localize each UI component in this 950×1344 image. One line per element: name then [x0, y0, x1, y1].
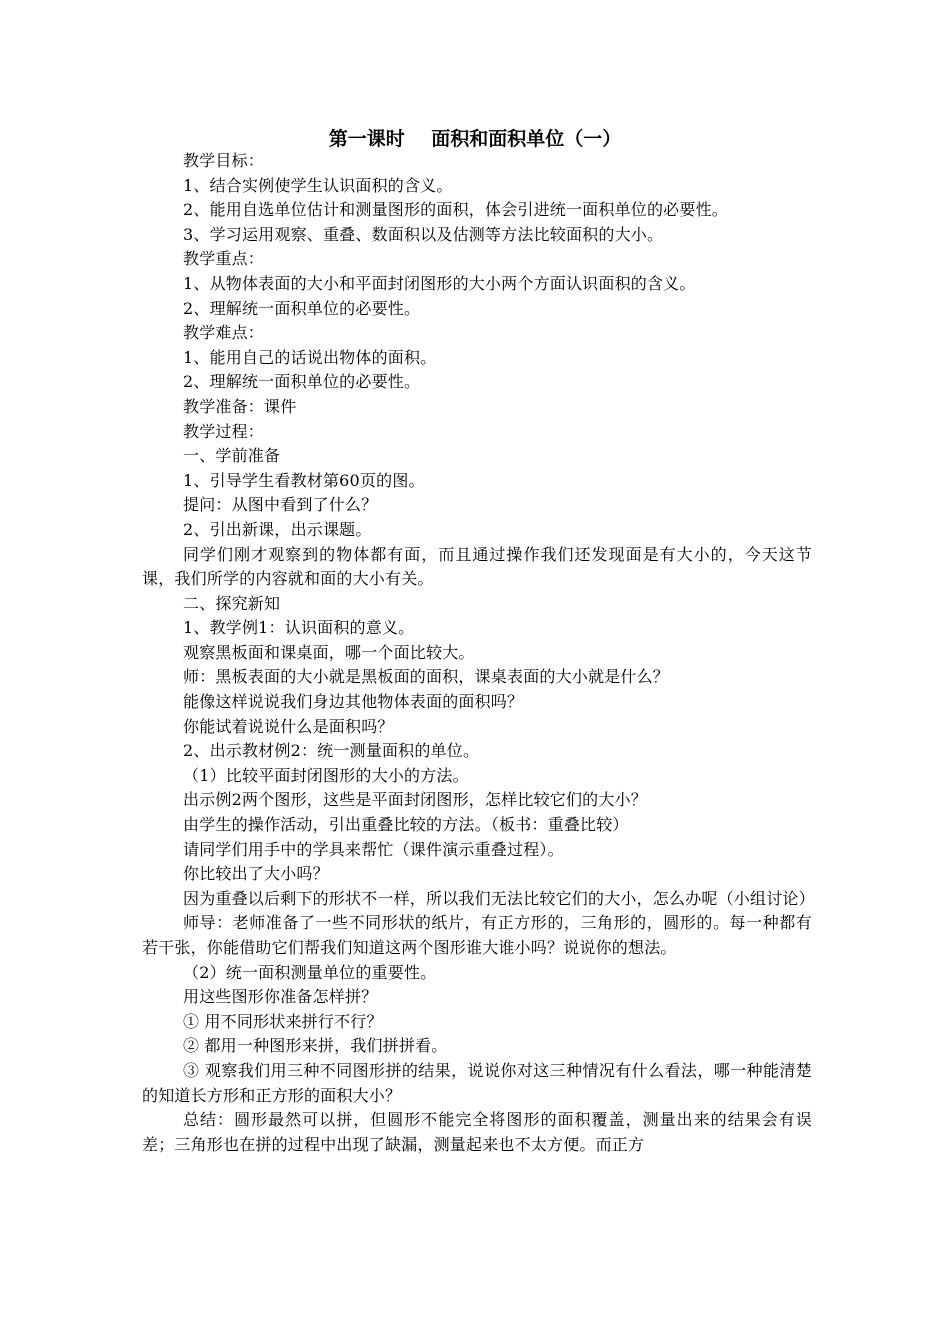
paragraph: 1、教学例1：认识面积的意义。: [183, 618, 415, 638]
paragraph: 1、能用自己的话说出物体的面积。: [183, 347, 437, 367]
paragraph: 2、理解统一面积单位的必要性。: [183, 298, 421, 318]
paragraph: （2）统一面积测量单位的重要性。: [183, 962, 437, 982]
paragraph: ③ 观察我们用三种不同图形拼的结果，说说你对这三种情况有什么看法，哪一种能清楚的知道长方形和正方形的面积大小？: [142, 1060, 812, 1105]
paragraph: （1）比较平面封闭图形的大小的方法。: [183, 765, 469, 785]
paragraph: 1、引导学生看教材第60页的图。: [183, 470, 425, 490]
paragraph: 教学准备：课件: [183, 396, 297, 416]
paragraph: 2、出示教材例2：统一测量面积的单位。: [183, 741, 480, 761]
paragraph: 能像这样说说我们身边其他物体表面的面积吗？: [183, 692, 524, 712]
paragraph: 教学过程：: [183, 421, 265, 441]
lesson-title: 第一课时 面积和面积单位（一）: [328, 128, 622, 150]
lesson-body: [142, 149, 815, 1157]
paragraph: 1、从物体表面的大小和平面封闭图形的大小两个方面认识面积的含义。: [183, 273, 696, 293]
paragraph: ② 都用一种图形来拼，我们拼拼看。: [183, 1036, 448, 1056]
paragraph: 你能试着说说什么是面积吗？: [183, 716, 394, 736]
paragraph: 请同学们用手中的学具来帮忙（课件演示重叠过程）。: [183, 839, 564, 859]
paragraph: 总结：圆形最然可以拼，但圆形不能完全将图形的面积覆盖，测量出来的结果会有误差；三角形也在拼的过程中出现了缺漏，测量起来也不太方便。而正方: [142, 1110, 812, 1154]
paragraph: 3、学习运用观察、重叠、数面积以及估测等方法比较面积的大小。: [183, 224, 664, 244]
paragraph: 由学生的操作活动，引出重叠比较的方法。（板书：重叠比较）: [183, 815, 629, 835]
paragraph: 教学难点：: [183, 323, 265, 343]
paragraph: 1、结合实例使学生认识面积的含义。: [183, 175, 453, 195]
paragraph: 2、能用自选单位估计和测量图形的面积，体会引进统一面积单位的必要性。: [183, 200, 728, 220]
paragraph: 观察黑板面和课桌面，哪一个面比较大。: [183, 642, 475, 662]
paragraph: ① 用不同形状来拼行不行？: [183, 1011, 383, 1031]
paragraph: 同学们刚才观察到的物体都有面，而且通过操作我们还发现面是有大小的，今天这节课，我们所学的内容就和面的大小有关。: [142, 544, 812, 589]
paragraph: 2、理解统一面积单位的必要性。: [183, 372, 421, 392]
paragraph: 教学目标：: [183, 151, 265, 170]
paragraph: 出示例2两个图形，这些是平面封闭图形，怎样比较它们的大小？: [183, 790, 647, 810]
paragraph: 你比较出了大小吗？: [183, 864, 329, 884]
paragraph: 用这些图形你准备怎样拼？: [183, 987, 378, 1007]
paragraph: 2、引出新课，出示课题。: [183, 519, 372, 539]
paragraph: 二、探究新知: [183, 593, 281, 613]
paragraph: 一、学前准备: [183, 446, 281, 466]
paragraph: 提问：从图中看到了什么？: [183, 495, 378, 515]
paragraph: 教学重点：: [183, 249, 265, 269]
paragraph: 师导：老师准备了一些不同形状的纸片，有正方形的，三角形的，圆形的。每一种都有若干张，你能借助它们帮我们知道这两个图形谁大谁小吗？说说你的想法。: [142, 913, 812, 957]
paragraph: 因为重叠以后剩下的形状不一样，所以我们无法比较它们的大小，怎么办呢（小组讨论）: [183, 888, 815, 908]
paragraph: 师：黑板表面的大小就是黑板面的面积，课桌表面的大小就是什么？: [183, 667, 670, 687]
